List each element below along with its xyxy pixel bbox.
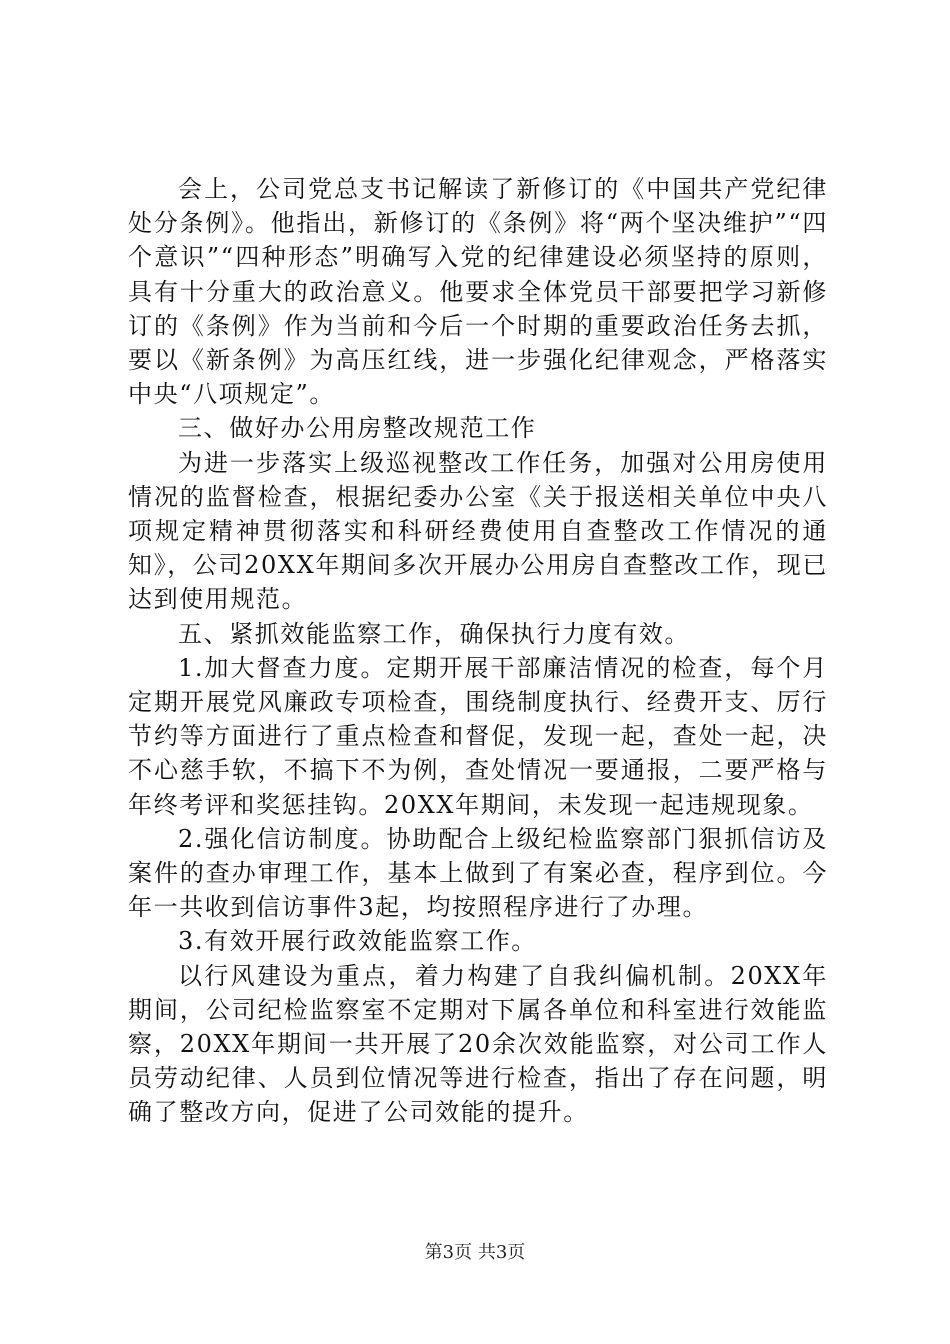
section-heading-office-rectification: 三、做好办公用房整改规范工作 bbox=[178, 414, 537, 443]
paragraph-meeting-summary: 会上，公司党总支书记解读了新修订的《中国共产党纪律处分条例》。他指出，新修订的《条例》将“两个坚决维护”“四个意识”“四种形态”明确写入党的纪律建设必须坚持的原则，具有十分重大的政治意义。他要求全体党员干部要把学习新修订的《条例》作为当前和今后一个时期的重要政治任务去抓，要以《新条例》为高压红线，进一步强化纪律观念，严格落实中央“八项规定”。 bbox=[128, 175, 828, 409]
section-heading-efficiency-supervision: 五、紧抓效能监察工作，确保执行力度有效。 bbox=[178, 619, 690, 648]
paragraph-item-3-heading: 3.有效开展行政效能监察工作。 bbox=[178, 927, 537, 956]
paragraph-item-1-inspection: 1.加大督查力度。定期开展干部廉洁情况的检查，每个月定期开展党风廉政专项检查，围绕制度执行、经费开支、厉行节约等方面进行了重点检查和督促，发现一起，查处一起，决不心慈手软，不搞下不为例，查处情况一要通报，二要严格与年终考评和奖惩挂钩。20XX年期间，未发现一起违规现象。 bbox=[128, 653, 828, 819]
paragraph-item-2-petition: 2.强化信访制度。协助配合上级纪检监察部门狠抓信访及案件的查办审理工作，基本上做到了有案必查，程序到位。今年一共收到信访事件3起，均按照程序进行了办理。 bbox=[128, 824, 828, 922]
paragraph-office-rectification: 为进一步落实上级巡视整改工作任务，加强对公用房使用情况的监督检查，根据纪委办公室《关于报送相关单位中央八项规定精神贯彻落实和科研经费使用自查整改工作情况的通知》，公司20XX年期间多次开展办公用房自查整改工作，现已达到使用规范。 bbox=[128, 448, 828, 614]
page-number-footer: 第3页 共3页 bbox=[424, 1242, 526, 1263]
paragraph-conduct-construction: 以行风建设为重点，着力构建了自我纠偏机制。20XX年期间，公司纪检监察室不定期对下属各单位和科室进行效能监察，20XX年期间一共开展了20余次效能监察，对公司工作人员劳动纪律、人员到位情况等进行检查，指出了存在问题，明确了整改方向，促进了公司效能的提升。 bbox=[128, 961, 828, 1127]
document-body bbox=[128, 172, 828, 1130]
